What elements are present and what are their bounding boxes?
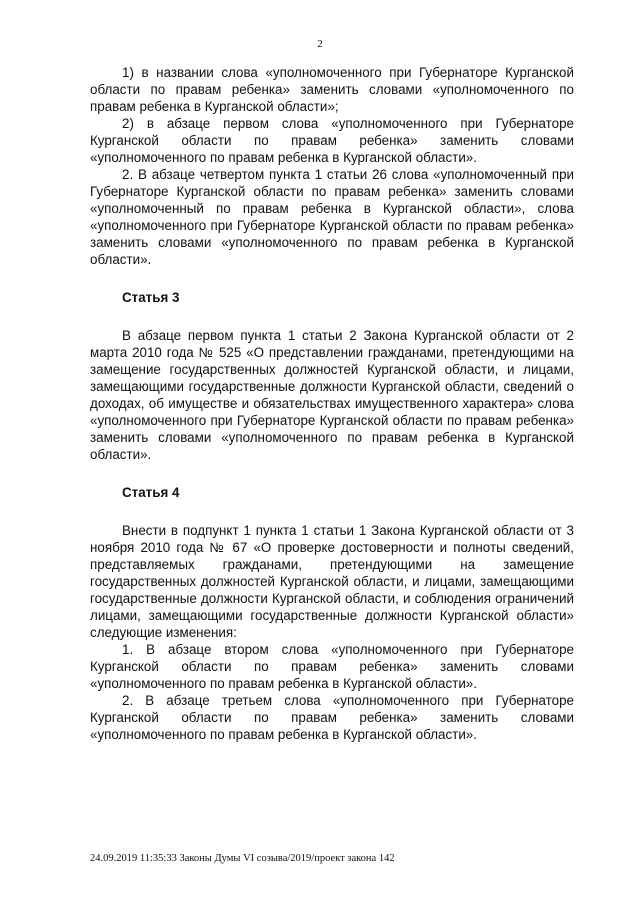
paragraph: 1) в названии слова «уполномоченного при Губернаторе Курганской области по правам ребенка» заменить словами «уполномоченного по правам ребенка в Курганской области»;: [90, 65, 574, 114]
paragraph: 2. В абзаце третьем слова «уполномоченного при Губернаторе Курганской области по правам ребенка» заменить словами «уполномоченного по правам ребенка в Курганской области».: [90, 693, 574, 742]
footer-stamp: 24.09.2019 11:35:33 Законы Думы VI созыва/2019/проект закона 142: [90, 853, 395, 864]
paragraph: 1. В абзаце втором слова «уполномоченного при Губернаторе Курганской области по правам ребенка» заменить словами «уполномоченного по правам ребенка в Курганской области».: [90, 642, 574, 691]
page-number: 2: [317, 38, 323, 50]
article-heading: Статья 4: [122, 485, 180, 500]
paragraph: 2) в абзаце первом слова «уполномоченного при Губернаторе Курганской области по правам ребенка» заменить словами «уполномоченного по правам ребенка в Курганской области».: [90, 116, 574, 165]
article-heading: Статья 3: [122, 290, 180, 305]
paragraph: В абзаце первом пункта 1 статьи 2 Закона Курганской области от 2 марта 2010 года № 525 «О представлении гражданами, претендующими на замещение государственных должностей Курганской области, и лицами, замещающими государственные должности Курганской области, сведений о доходах, об имуществе и обязательствах имущественного характера» слова «уполномоченного при Губернаторе Курганской области по правам ребенка» заменить словами «уполномоченного по правам ребенка в Курганской области».: [90, 328, 574, 462]
paragraph: Внести в подпункт 1 пункта 1 статьи 1 Закона Курганской области от 3 ноября 2010 года № 67 «О проверке достоверности и полноты сведений, представляемых гражданами, претендующими на замещение государственных должностей Курганской области, и лицами, замещающими государственные должности Курганской области, и соблюдения ограничений лицами, замещающими государственные должности Курганской области» следующие изменения:: [90, 523, 574, 640]
document-body: [90, 64, 574, 743]
paragraph: 2. В абзаце четвертом пункта 1 статьи 26 слова «уполномоченный при Губернаторе Курганской области по правам ребенка» заменить словами «уполномоченный по правам ребенка в Курганской области», слова «уполномоченного при Губернаторе Курганской области по правам ребенка» заменить словами «уполномоченного по правам ребенка в Курганской области».: [90, 167, 574, 267]
